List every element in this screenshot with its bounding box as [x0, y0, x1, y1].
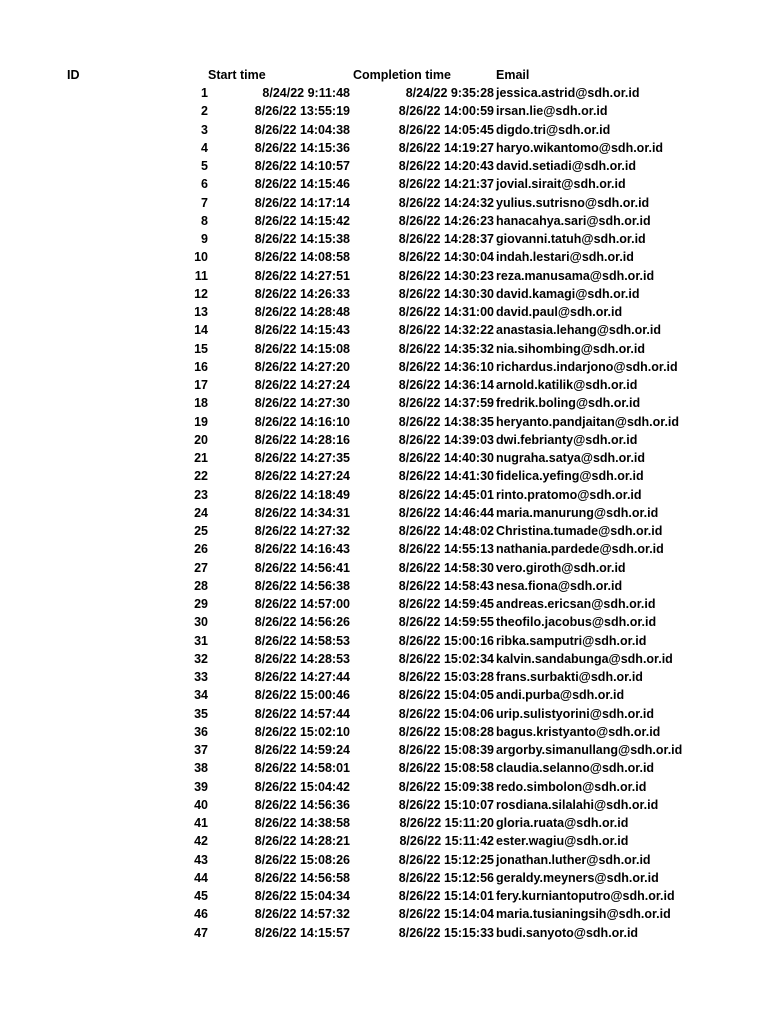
- table-row: [0, 358, 768, 376]
- cell-id: 37: [194, 743, 208, 757]
- cell-start-time: 8/26/22 14:58:53: [254, 633, 350, 648]
- table-row: [0, 267, 768, 285]
- cell-completion-time: 8/26/22 14:45:01: [398, 487, 494, 502]
- cell-email: nesa.fiona@sdh.or.id: [496, 578, 623, 593]
- table-row: [0, 778, 768, 796]
- cell-start-time: 8/26/22 14:15:43: [254, 323, 350, 338]
- cell-id: 22: [194, 469, 208, 484]
- cell-id: 13: [194, 305, 208, 319]
- cell-id: 36: [194, 724, 208, 739]
- column-header-start-time: Start time: [208, 68, 266, 82]
- table-row: [0, 668, 768, 686]
- cell-email: theofilo.jacobus@sdh.or.id: [496, 615, 657, 630]
- cell-email: indah.lestari@sdh.or.id: [496, 250, 634, 265]
- table-row: [0, 832, 768, 850]
- cell-email: kalvin.sandabunga@sdh.or.id: [496, 651, 673, 666]
- cell-id: 45: [194, 889, 208, 903]
- cell-completion-time: 8/26/22 15:10:07: [398, 797, 494, 812]
- cell-completion-time: 8/26/22 14:36:14: [398, 378, 494, 392]
- cell-email: anastasia.lehang@sdh.or.id: [496, 323, 662, 338]
- cell-start-time: 8/26/22 14:15:36: [254, 140, 350, 155]
- cell-completion-time: 8/26/22 14:39:03: [398, 432, 494, 447]
- cell-completion-time: 8/26/22 15:08:58: [398, 761, 494, 776]
- cell-start-time: 8/26/22 14:56:58: [254, 870, 350, 885]
- cell-id: 44: [194, 870, 208, 885]
- cell-start-time: 8/26/22 14:58:01: [254, 761, 350, 776]
- cell-start-time: 8/26/22 14:56:36: [254, 797, 350, 812]
- cell-start-time: 8/26/22 14:56:26: [254, 615, 350, 630]
- cell-email: giovanni.tatuh@sdh.or.id: [496, 232, 646, 246]
- cell-email: arnold.katilik@sdh.or.id: [496, 378, 638, 392]
- cell-completion-time: 8/26/22 15:08:39: [398, 743, 494, 757]
- table-row: [0, 212, 768, 230]
- cell-start-time: 8/26/22 14:27:32: [254, 524, 350, 538]
- cell-id: 40: [194, 797, 208, 812]
- cell-email: jovial.sirait@sdh.or.id: [496, 177, 626, 192]
- cell-completion-time: 8/24/22 9:35:28: [405, 86, 494, 100]
- cell-id: 3: [201, 122, 208, 137]
- cell-completion-time: 8/26/22 15:09:38: [398, 779, 494, 794]
- cell-completion-time: 8/26/22 15:04:05: [398, 688, 494, 703]
- cell-id: 15: [194, 341, 208, 356]
- cell-email: rinto.pratomo@sdh.or.id: [496, 487, 642, 502]
- table-row: [0, 613, 768, 631]
- cell-completion-time: 8/26/22 15:00:16: [398, 633, 494, 648]
- cell-id: 10: [194, 250, 208, 265]
- cell-id: 12: [194, 286, 208, 301]
- cell-start-time: 8/26/22 14:28:21: [254, 834, 350, 849]
- cell-email: urip.sulistyorini@sdh.or.id: [496, 706, 655, 721]
- cell-email: Christina.tumade@sdh.or.id: [496, 524, 663, 538]
- table-row: [0, 175, 768, 193]
- cell-email: maria.manurung@sdh.or.id: [496, 505, 659, 520]
- cell-completion-time: 8/26/22 14:46:44: [398, 505, 494, 520]
- cell-start-time: 8/26/22 14:27:24: [254, 378, 350, 392]
- cell-id: 4: [201, 140, 208, 155]
- table-row: [0, 504, 768, 522]
- cell-completion-time: 8/26/22 15:12:56: [398, 870, 494, 885]
- cell-email: ribka.samputri@sdh.or.id: [496, 633, 647, 648]
- table-row: [0, 285, 768, 303]
- cell-id: 35: [194, 706, 208, 721]
- cell-completion-time: 8/26/22 14:38:35: [398, 414, 494, 429]
- cell-completion-time: 8/26/22 15:14:01: [398, 889, 494, 903]
- cell-start-time: 8/26/22 15:04:42: [254, 779, 350, 794]
- cell-completion-time: 8/26/22 14:40:30: [398, 451, 494, 465]
- table-row: [0, 796, 768, 814]
- cell-completion-time: 8/26/22 14:21:37: [398, 177, 494, 192]
- cell-id: 5: [201, 159, 208, 173]
- table-row: [0, 248, 768, 266]
- cell-completion-time: 8/26/22 15:14:04: [398, 907, 494, 922]
- cell-start-time: 8/26/22 14:28:48: [254, 305, 350, 319]
- cell-completion-time: 8/26/22 15:11:20: [399, 816, 494, 830]
- cell-email: nugraha.satya@sdh.or.id: [496, 451, 646, 465]
- cell-start-time: 8/26/22 14:08:58: [254, 250, 350, 265]
- cell-start-time: 8/26/22 15:02:10: [254, 724, 350, 739]
- cell-start-time: 8/26/22 14:27:30: [254, 396, 350, 411]
- cell-id: 27: [194, 560, 208, 575]
- cell-completion-time: 8/26/22 15:11:42: [399, 834, 494, 849]
- cell-email: david.kamagi@sdh.or.id: [496, 286, 640, 301]
- table-row: [0, 376, 768, 394]
- cell-id: 26: [194, 542, 208, 557]
- table-row: [0, 413, 768, 431]
- cell-completion-time: 8/26/22 15:12:25: [398, 852, 494, 867]
- cell-start-time: 8/26/22 14:59:24: [254, 743, 350, 757]
- cell-id: 2: [201, 104, 208, 119]
- cell-id: 39: [194, 779, 208, 794]
- cell-start-time: 8/26/22 14:57:44: [254, 706, 350, 721]
- cell-completion-time: 8/26/22 15:15:33: [398, 925, 494, 940]
- cell-email: andi.purba@sdh.or.id: [496, 688, 625, 703]
- table-row: [0, 139, 768, 157]
- cell-id: 16: [194, 359, 208, 374]
- cell-email: reza.manusama@sdh.or.id: [496, 268, 655, 283]
- cell-start-time: 8/26/22 14:15:46: [254, 177, 350, 192]
- cell-completion-time: 8/26/22 14:37:59: [398, 396, 494, 411]
- column-header-email: Email: [496, 68, 530, 82]
- cell-email: argorby.simanullang@sdh.or.id: [496, 743, 683, 757]
- cell-email: maria.tusianingsih@sdh.or.id: [496, 907, 671, 922]
- cell-email: frans.surbakti@sdh.or.id: [496, 670, 643, 684]
- cell-start-time: 8/26/22 14:56:41: [254, 560, 350, 575]
- cell-id: 30: [194, 615, 208, 630]
- table-row: [0, 157, 768, 175]
- cell-id: 24: [194, 505, 208, 520]
- table-header-row: [0, 66, 768, 84]
- cell-start-time: 8/26/22 14:15:57: [254, 925, 350, 940]
- cell-completion-time: 8/26/22 14:36:10: [398, 359, 494, 374]
- cell-id: 20: [194, 432, 208, 447]
- table-row: [0, 559, 768, 577]
- table-row: [0, 230, 768, 248]
- cell-start-time: 8/26/22 14:57:32: [254, 907, 350, 922]
- table-row: [0, 650, 768, 668]
- cell-start-time: 8/26/22 14:15:38: [254, 232, 350, 246]
- cell-completion-time: 8/26/22 14:59:55: [398, 615, 494, 630]
- table-row: [0, 303, 768, 321]
- cell-start-time: 8/26/22 14:56:38: [254, 578, 350, 593]
- cell-id: 1: [201, 86, 208, 100]
- cell-email: bagus.kristyanto@sdh.or.id: [496, 724, 661, 739]
- cell-email: fidelica.yefing@sdh.or.id: [496, 469, 644, 484]
- table-row: [0, 905, 768, 923]
- table-row: [0, 321, 768, 339]
- cell-completion-time: 8/26/22 14:31:00: [398, 305, 494, 319]
- table-row: [0, 887, 768, 905]
- table-row: [0, 759, 768, 777]
- cell-id: 19: [194, 414, 208, 429]
- cell-start-time: 8/26/22 14:27:35: [254, 451, 350, 465]
- cell-email: geraldy.meyners@sdh.or.id: [496, 870, 659, 885]
- table-row: [0, 449, 768, 467]
- cell-email: nathania.pardede@sdh.or.id: [496, 542, 664, 557]
- cell-completion-time: 8/26/22 14:30:30: [398, 286, 494, 301]
- cell-email: redo.simbolon@sdh.or.id: [496, 779, 647, 794]
- cell-completion-time: 8/26/22 14:55:13: [398, 542, 494, 557]
- cell-start-time: 8/26/22 14:15:42: [254, 213, 350, 228]
- table-row: [0, 814, 768, 832]
- cell-id: 38: [194, 761, 208, 776]
- cell-id: 46: [194, 907, 208, 922]
- table-row: [0, 632, 768, 650]
- cell-completion-time: 8/26/22 14:24:32: [398, 195, 494, 210]
- cell-id: 11: [194, 268, 208, 283]
- cell-id: 18: [194, 396, 208, 411]
- cell-completion-time: 8/26/22 15:02:34: [398, 651, 494, 666]
- table-row: [0, 84, 768, 102]
- cell-completion-time: 8/26/22 15:04:06: [398, 706, 494, 721]
- cell-id: 33: [194, 670, 208, 684]
- cell-id: 32: [194, 651, 208, 666]
- cell-completion-time: 8/26/22 14:58:43: [398, 578, 494, 593]
- cell-start-time: 8/26/22 15:04:34: [254, 889, 350, 903]
- cell-completion-time: 8/26/22 14:59:45: [398, 597, 494, 611]
- cell-completion-time: 8/26/22 14:20:43: [398, 159, 494, 173]
- cell-start-time: 8/26/22 14:27:51: [254, 268, 350, 283]
- cell-email: fredrik.boling@sdh.or.id: [496, 396, 641, 411]
- cell-email: nia.sihombing@sdh.or.id: [496, 341, 645, 356]
- cell-start-time: 8/26/22 14:16:43: [254, 542, 350, 557]
- cell-id: 29: [194, 597, 208, 611]
- cell-start-time: 8/26/22 14:16:10: [254, 414, 350, 429]
- cell-start-time: 8/26/22 14:27:24: [254, 469, 350, 484]
- table-row: [0, 577, 768, 595]
- table-row: [0, 924, 768, 942]
- cell-start-time: 8/26/22 13:55:19: [254, 104, 350, 119]
- cell-email: vero.giroth@sdh.or.id: [496, 560, 626, 575]
- cell-completion-time: 8/26/22 14:26:23: [398, 213, 494, 228]
- cell-completion-time: 8/26/22 14:30:04: [398, 250, 494, 265]
- table-row: [0, 522, 768, 540]
- cell-email: yulius.sutrisno@sdh.or.id: [496, 195, 650, 210]
- table-row: [0, 686, 768, 704]
- cell-completion-time: 8/26/22 14:58:30: [398, 560, 494, 575]
- cell-id: 21: [194, 451, 208, 465]
- cell-email: heryanto.pandjaitan@sdh.or.id: [496, 414, 680, 429]
- table-row: [0, 102, 768, 120]
- cell-completion-time: 8/26/22 14:28:37: [398, 232, 494, 246]
- cell-id: 14: [194, 323, 208, 338]
- cell-start-time: 8/26/22 14:27:44: [254, 670, 350, 684]
- cell-email: ester.wagiu@sdh.or.id: [496, 834, 629, 849]
- cell-email: gloria.ruata@sdh.or.id: [496, 816, 629, 830]
- cell-email: budi.sanyoto@sdh.or.id: [496, 925, 639, 940]
- cell-email: hanacahya.sari@sdh.or.id: [496, 213, 651, 228]
- cell-id: 42: [194, 834, 208, 849]
- table-row: [0, 486, 768, 504]
- table-row: [0, 595, 768, 613]
- cell-id: 25: [194, 524, 208, 538]
- cell-id: 47: [194, 925, 208, 940]
- cell-email: david.paul@sdh.or.id: [496, 305, 623, 319]
- cell-completion-time: 8/26/22 14:00:59: [398, 104, 494, 119]
- table-row: [0, 194, 768, 212]
- cell-completion-time: 8/26/22 14:35:32: [398, 341, 494, 356]
- cell-email: jonathan.luther@sdh.or.id: [496, 852, 651, 867]
- cell-completion-time: 8/26/22 14:30:23: [398, 268, 494, 283]
- cell-id: 17: [194, 378, 208, 392]
- cell-id: 9: [201, 232, 208, 246]
- cell-start-time: 8/26/22 14:34:31: [254, 505, 350, 520]
- cell-start-time: 8/26/22 14:17:14: [254, 195, 350, 210]
- cell-id: 28: [194, 578, 208, 593]
- cell-email: haryo.wikantomo@sdh.or.id: [496, 140, 664, 155]
- cell-completion-time: 8/26/22 14:05:45: [398, 122, 494, 137]
- table-row: [0, 723, 768, 741]
- cell-email: fery.kurniantoputro@sdh.or.id: [496, 889, 675, 903]
- cell-id: 43: [194, 852, 208, 867]
- table-row: [0, 121, 768, 139]
- table-body: [0, 84, 768, 942]
- cell-email: andreas.ericsan@sdh.or.id: [496, 597, 656, 611]
- table-row: [0, 851, 768, 869]
- cell-start-time: 8/26/22 14:27:20: [254, 359, 350, 374]
- table-row: [0, 540, 768, 558]
- cell-start-time: 8/26/22 15:08:26: [254, 852, 350, 867]
- column-header-id: ID: [67, 68, 80, 82]
- column-header-completion-time: Completion time: [353, 68, 451, 82]
- cell-id: 34: [194, 688, 208, 703]
- cell-email: david.setiadi@sdh.or.id: [496, 159, 636, 173]
- table-row: [0, 394, 768, 412]
- cell-start-time: 8/24/22 9:11:48: [262, 86, 350, 100]
- cell-completion-time: 8/26/22 14:48:02: [398, 524, 494, 538]
- table-row: [0, 340, 768, 358]
- cell-completion-time: 8/26/22 14:32:22: [398, 323, 494, 338]
- cell-email: richardus.indarjono@sdh.or.id: [496, 359, 678, 374]
- cell-id: 7: [201, 195, 208, 210]
- cell-start-time: 8/26/22 14:04:38: [254, 122, 350, 137]
- cell-start-time: 8/26/22 14:10:57: [254, 159, 350, 173]
- cell-start-time: 8/26/22 14:28:16: [254, 432, 350, 447]
- table-row: [0, 467, 768, 485]
- cell-id: 41: [194, 816, 208, 830]
- cell-start-time: 8/26/22 14:28:53: [254, 651, 350, 666]
- table-row: [0, 705, 768, 723]
- cell-completion-time: 8/26/22 15:08:28: [398, 724, 494, 739]
- cell-start-time: 8/26/22 14:15:08: [254, 341, 350, 356]
- cell-start-time: 8/26/22 14:18:49: [254, 487, 350, 502]
- cell-id: 31: [194, 633, 208, 648]
- cell-email: claudia.selanno@sdh.or.id: [496, 761, 655, 776]
- cell-start-time: 8/26/22 14:26:33: [254, 286, 350, 301]
- cell-completion-time: 8/26/22 15:03:28: [398, 670, 494, 684]
- cell-completion-time: 8/26/22 14:41:30: [398, 469, 494, 484]
- table-row: [0, 741, 768, 759]
- cell-start-time: 8/26/22 15:00:46: [254, 688, 350, 703]
- cell-id: 6: [201, 177, 208, 192]
- cell-start-time: 8/26/22 14:38:58: [254, 816, 350, 830]
- cell-email: digdo.tri@sdh.or.id: [496, 122, 611, 137]
- cell-id: 23: [194, 487, 208, 502]
- cell-completion-time: 8/26/22 14:19:27: [398, 140, 494, 155]
- cell-id: 8: [201, 213, 208, 228]
- cell-start-time: 8/26/22 14:57:00: [254, 597, 350, 611]
- cell-email: irsan.lie@sdh.or.id: [496, 104, 608, 119]
- table-row: [0, 431, 768, 449]
- cell-email: dwi.febrianty@sdh.or.id: [496, 432, 638, 447]
- table-row: [0, 869, 768, 887]
- cell-email: jessica.astrid@sdh.or.id: [496, 86, 640, 100]
- cell-email: rosdiana.silalahi@sdh.or.id: [496, 797, 659, 812]
